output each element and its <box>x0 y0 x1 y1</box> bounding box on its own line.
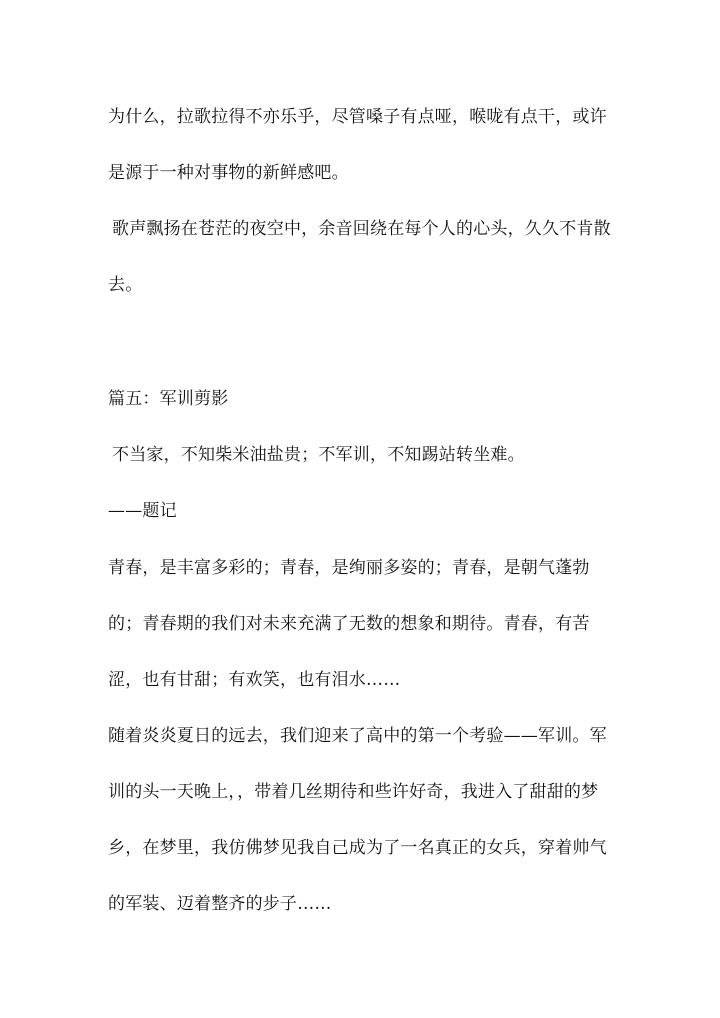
paragraph-line: 涩，也有甘甜；有欢笑，也有泪水…… <box>108 670 401 690</box>
paragraph-line: 为什么，拉歌拉得不亦乐乎，尽管嗓子有点哑，喉咙有点干，或许 <box>108 107 607 127</box>
epigraph-line: 不当家，不知柴米油盐贵；不军训，不知踢站转坐难。 <box>112 445 525 465</box>
paragraph-line: 歌声飘扬在苍茫的夜空中，余音回绕在每个人的心头，久久不肯散 <box>112 219 611 239</box>
paragraph-line: 训的头一天晚上，，带着几丝期待和些许好奇，我进入了甜甜的梦 <box>108 782 599 802</box>
epigraph-attribution: ——题记 <box>108 501 177 521</box>
section-title: 篇五：军训剪影 <box>108 389 229 409</box>
paragraph-line: 去。 <box>108 275 143 295</box>
paragraph-line: 是源于一种对事物的新鲜感吧。 <box>108 163 349 183</box>
paragraph-line: 随着炎炎夏日的远去，我们迎来了高中的第一个考验——军训。军 <box>108 726 607 746</box>
paragraph-line: 的；青春期的我们对未来充满了无数的想象和期待。青春，有苦 <box>108 614 590 634</box>
paragraph-line: 青春，是丰富多彩的；青春，是绚丽多姿的；青春，是朝气蓬勃 <box>108 558 590 578</box>
paragraph-line: 的军装、迈着整齐的步子…… <box>108 894 332 914</box>
paragraph-line: 乡，在梦里，我仿佛梦见我自己成为了一名真正的女兵，穿着帅气 <box>108 838 607 858</box>
